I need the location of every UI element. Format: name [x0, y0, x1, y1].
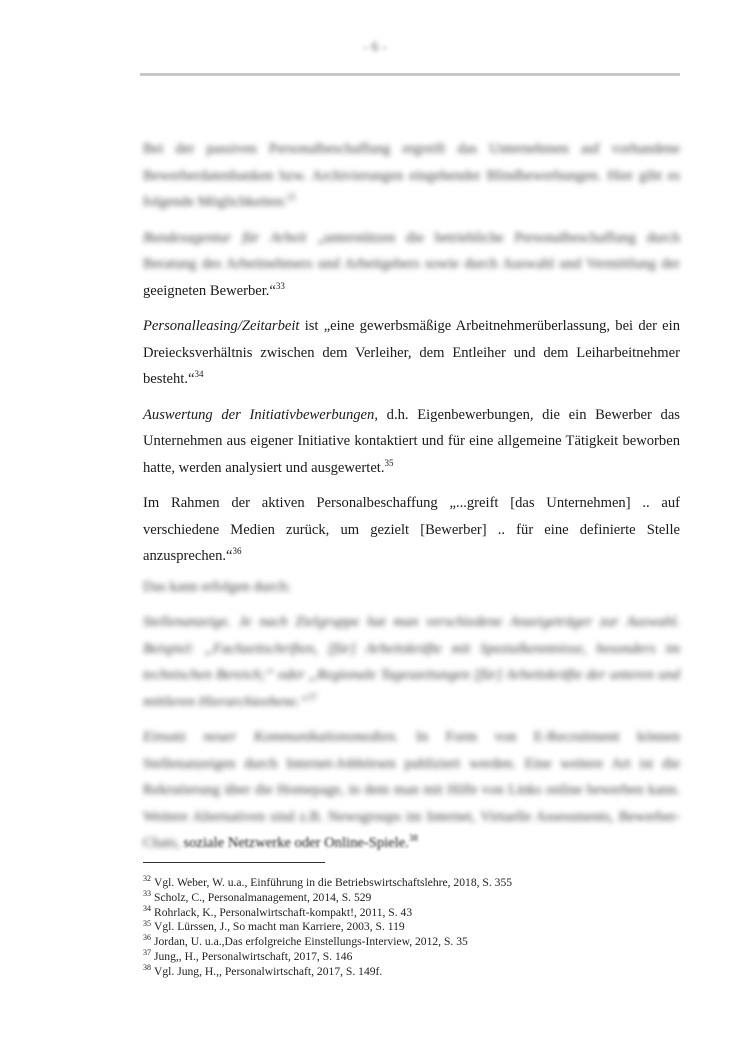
paragraph-text-clear: geeigneten Bewerber.“ — [143, 282, 276, 299]
footnote-text: Rohrlack, K., Personalwirtschaft-kompakt!, 2011, S. 43 — [154, 905, 413, 919]
paragraph-text: , d.h. Eigenbewerbungen, die ein Bewerber das Unternehmen aus eigener Initiative kontaktiert und für eine allgemeine Tätigkeit beworben hatte, werden analysiert und ausgewertet. — [143, 406, 680, 476]
paragraph-text: „unterstützen die betriebliche Personalbeschaffung durch Beratung des Arbeitnehmers und Arbeitgebers sowie durch Auswahl und Vermittlung der — [143, 229, 680, 272]
footnote-ref: 36 — [232, 546, 242, 557]
paragraph-text: In Form von E-Recruitment können Stellenanzeigen durch Internet-Jobbörsen publiziert werden. Eine weitere Art ist die Rekrutierung über die Homepage, in dem man mit Hilfe von Links online bewerben kann. Weitere Alternativen sind z.B. Newsgroups im Internet, Virtuelle Assessments, Bewerber-Chats, — [143, 729, 680, 851]
footnote-item — [143, 962, 663, 980]
footnote-text: Vgl. Jung, H.,, Personalwirtschaft, 2017, S. 149f. — [154, 964, 383, 978]
header-rule — [140, 73, 680, 76]
footnote-item — [143, 935, 663, 950]
footnote-item — [143, 903, 663, 921]
footnote-ref: 37 — [308, 691, 318, 702]
footnote-ref: 33 — [275, 280, 285, 291]
footnote-number: 35 — [143, 918, 151, 928]
paragraph-erfolgen-durch — [143, 574, 680, 601]
paragraph-kommunikationsmedien — [143, 724, 680, 857]
footnote-text: Scholz, C., Personalmanagement, 2014, S. 529 — [154, 890, 372, 904]
footnote-ref: 38 — [408, 833, 418, 844]
paragraph-term: Einsatz neuer Kommunikationsmedien. — [143, 729, 399, 745]
footnote-item — [143, 876, 663, 891]
footnote-number: 37 — [143, 948, 151, 958]
page-number: - 6 - — [363, 40, 387, 55]
paragraph-passive-intro — [143, 136, 680, 216]
paragraph-stellenanzeige — [143, 609, 680, 715]
footnote-item — [143, 920, 663, 935]
footnote-number: 38 — [143, 962, 151, 972]
footnote-number: 34 — [143, 903, 151, 913]
paragraph-initiativbewerbungen — [143, 402, 680, 482]
paragraph-term: Auswertung der Initiativbewerbungen — [143, 406, 375, 423]
footnote-text: Jordan, U. u.a.,Das erfolgreiche Einstellungs-Interview, 2012, S. 35 — [154, 935, 468, 949]
paragraph-text-clear: soziale Netzwerke oder Online-Spiele. — [183, 835, 409, 851]
footnotes — [143, 876, 663, 980]
paragraph-aktive-personalbeschaffung — [143, 490, 680, 570]
paragraph-text: Das kann erfolgen durch: — [143, 578, 291, 595]
footnote-number: 32 — [143, 874, 151, 884]
paragraph-term: Personalleasing/Zeitarbeit — [143, 318, 300, 334]
footnote-item — [143, 950, 663, 965]
paragraph-term: Bundesagentur für Arbeit — [143, 229, 307, 246]
footnote-ref: 35 — [384, 457, 394, 468]
paragraph-text: Bei der passiven Personalbeschaffung ergreift das Unternehmen auf vorhandene Bewerberdatenbanken bzw. Archivierungen eingehender Blindbewerbungen. Hier gibt es folgende Möglichkeiten: — [143, 141, 680, 210]
paragraph-personalleasing — [143, 313, 680, 393]
paragraph-text: ist „eine gewerbsmäßige Arbeitnehmerüberlassung, bei der ein Dreiecksverhältnis zwischen dem Verleiher, dem Entleiher und dem Leiharbeitnehmer besteht.“ — [143, 318, 680, 387]
footnote-ref: 34 — [194, 369, 204, 380]
paragraph-text: Stellenanzeige. Je nach Zielgruppe hat man verschiedene Anzeigeträger zur Auswahl. Beispiel: „Fachzeitschriften, [für] Arbeitskräfte mit Spezialkenntnisse, besonders im technischen Bereich;“ oder „Regionale Tageszeitungen [für] Arbeitskräfte der unteren und mittleren Hierarchieebene.“ — [143, 614, 680, 710]
footnote-text: Jung,, H., Personalwirtschaft, 2017, S. 146 — [154, 949, 353, 963]
paragraph-bundesagentur — [143, 225, 680, 305]
body-text — [143, 136, 680, 866]
paragraph-text: Im Rahmen der aktiven Personalbeschaffung „...greift [das Unternehmen] .. auf verschiedene Medien zurück, um gezielt [Bewerber] .. für eine definierte Stelle anzusprechen.“ — [143, 495, 680, 564]
footnote-number: 33 — [143, 888, 151, 898]
footnote-rule — [143, 862, 325, 863]
footnote-text: Vgl. Weber, W. u.a., Einführung in die Betriebswirtschaftslehre, 2018, S. 355 — [154, 876, 513, 889]
footnote-text: Vgl. Lürssen, J., So macht man Karriere, 2003, S. 119 — [154, 920, 405, 934]
footnote-ref: 32 — [286, 192, 296, 203]
footnote-item — [143, 888, 663, 906]
footnote-number: 36 — [143, 933, 151, 943]
